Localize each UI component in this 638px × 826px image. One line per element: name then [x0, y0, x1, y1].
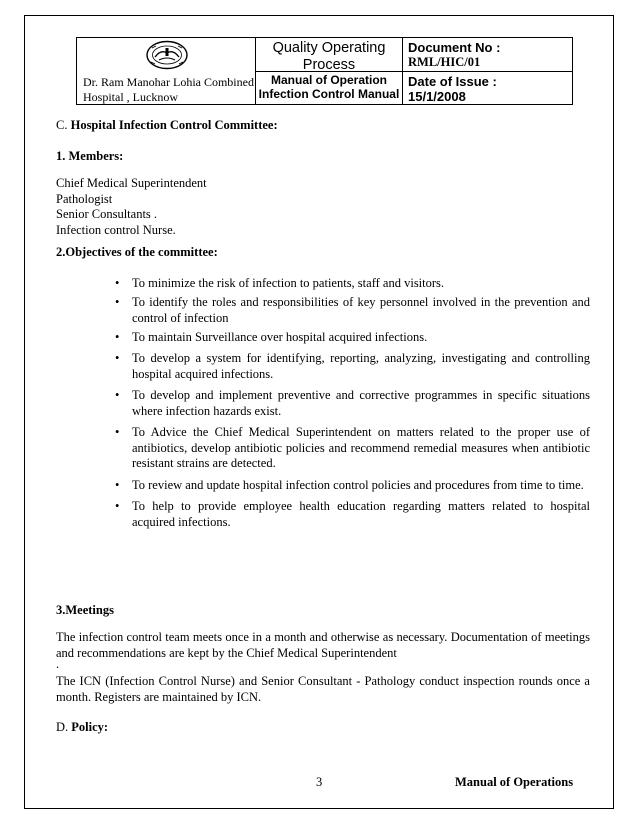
objective-item: • To Advice the Chief Medical Superintendent on matters related to the proper use of antibiotics, develop antibiotic policies and recommend remedial measures when antibiotic resistant strains are detected. [115, 425, 590, 470]
objective-item: • To maintain Surveillance over hospital acquired infections. [115, 329, 428, 344]
meetings-heading: 3.Meetings [56, 603, 114, 617]
section-c-prefix: C. [56, 118, 68, 132]
members-heading: 1. Members: [56, 149, 124, 163]
doc-title-line1: Quality Operating [272, 40, 386, 56]
members-list [56, 176, 207, 238]
bullet-icon: • [115, 499, 120, 513]
bullet-icon: • [115, 329, 120, 344]
bullet-icon: • [115, 351, 120, 365]
meetings-paragraph-1: The infection control team meets once in a month and otherwise as necessary. Documentation of meetings and recommendations are kept by the Chief Medical Superintendent [56, 630, 590, 660]
objective-item: • To minimize the risk of infection to patients, staff and visitors. [115, 276, 445, 290]
bullet-icon: • [115, 388, 120, 402]
footer-manual-title: Manual of Operations [455, 775, 574, 789]
document-header [76, 37, 573, 105]
doc-title-line2: Process [302, 57, 356, 73]
stray-period: . [56, 657, 60, 671]
section-d-heading [56, 720, 108, 736]
member-item: Chief Medical Superintendent [56, 176, 207, 190]
member-item: Senior Consultants . [56, 207, 158, 221]
issue-date-label: Date of Issue : [408, 73, 497, 89]
meetings-paragraph-2: The ICN (Infection Control Nurse) and Senior Consultant - Pathology conduct inspection rounds once a month. Registers are maintained by ICN. [56, 674, 590, 704]
section-d-title: Policy: [71, 720, 109, 734]
section-c-heading [56, 118, 278, 134]
bullet-icon: • [115, 425, 120, 439]
bullet-icon: • [115, 477, 120, 492]
objective-item: • To review and update hospital infection control policies and procedures from time to time. [115, 477, 584, 492]
doc-number-label: Document No : [408, 40, 501, 55]
subtitle-cell [256, 71, 403, 105]
section-d-prefix: D. [56, 720, 69, 734]
doc-number-cell [403, 38, 573, 72]
objectives-list [110, 276, 590, 534]
organization-cell [77, 38, 256, 105]
org-name-line2: Hospital , Lucknow [83, 90, 178, 104]
title-cell [256, 38, 403, 72]
objective-item: • To develop a system for identifying, reporting, analyzing, investigating and controlling hospital acquired infections. [115, 351, 590, 381]
objective-item: • To identify the roles and responsibilities of key personnel involved in the prevention and control of infection [115, 295, 590, 325]
doc-number-value: RML/HIC/01 [408, 55, 481, 69]
subtitle-line2: Infection Control Manual [258, 87, 400, 101]
member-item: Pathologist [56, 191, 113, 206]
issue-date-cell [403, 71, 573, 105]
issue-date-value: 15/1/2008 [408, 88, 466, 104]
page-number: 3 [316, 775, 323, 789]
objective-item: • To develop and implement preventive and corrective programmes in specific situations where infection hazards exist. [115, 388, 590, 418]
objective-item: • To help to provide employee health education regarding matters related to hospital acquired infections. [115, 499, 590, 529]
bullet-icon: • [115, 276, 120, 290]
objectives-heading: 2.Objectives of the committee: [56, 245, 218, 259]
member-item: Infection control Nurse. [56, 222, 176, 237]
state-emblem-logo [145, 40, 189, 70]
bullet-icon: • [115, 295, 120, 309]
section-c-title: Hospital Infection Control Committee: [70, 118, 278, 132]
subtitle-line1: Manual of Operation [270, 72, 387, 87]
org-name-line1: Dr. Ram Manohar Lohia Combined [83, 75, 254, 89]
